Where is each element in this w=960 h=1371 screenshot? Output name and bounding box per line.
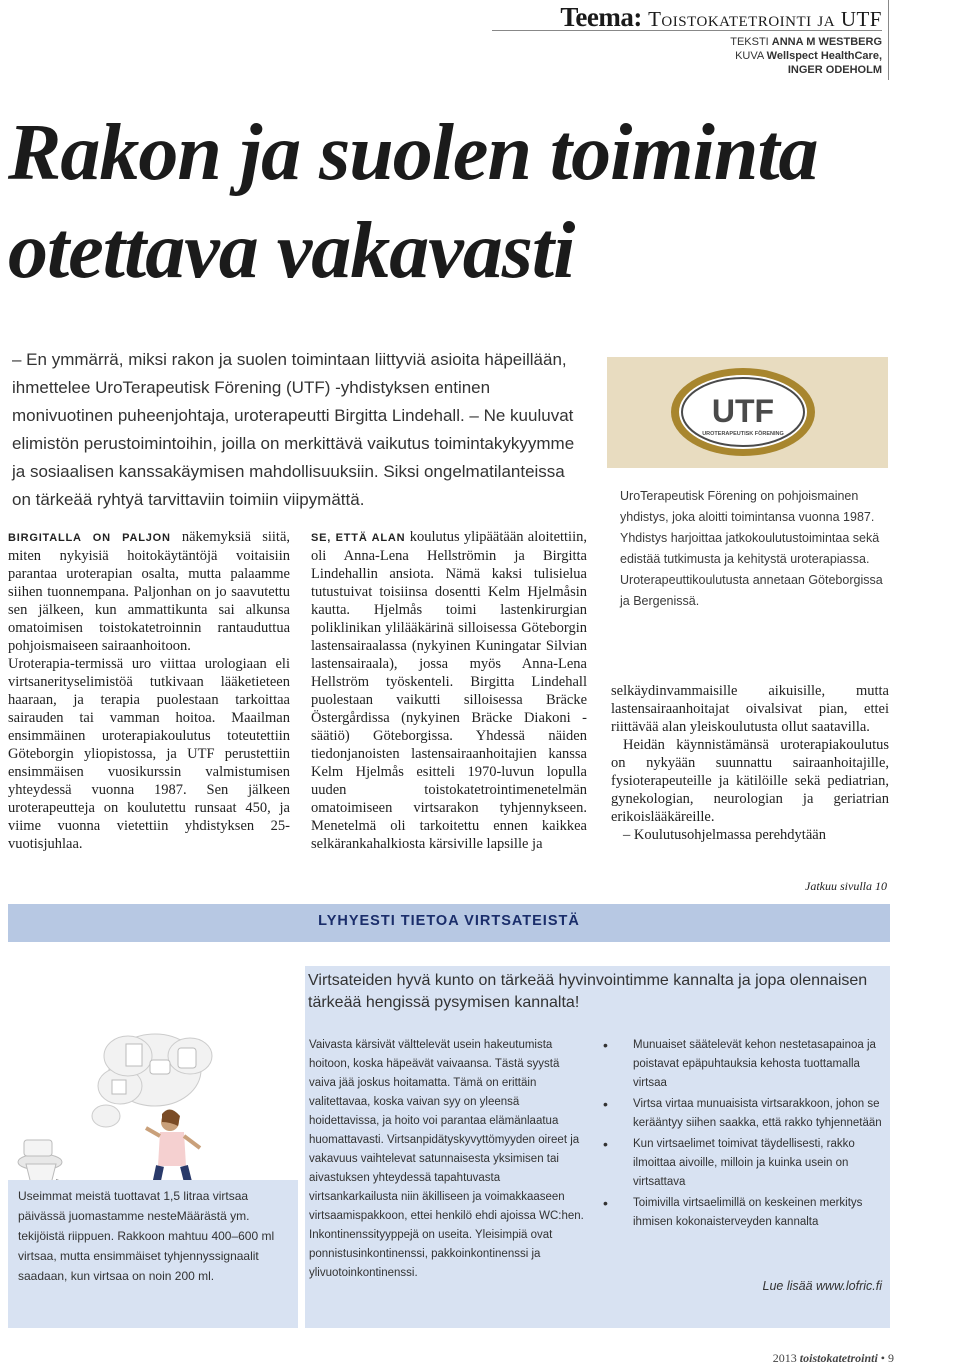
image-caption: Useimmat meistä tuottavat 1,5 litraa virtsaa päivässä juomastamme nesteMäärästä ym. tekijöistä riippuen. Rakkoon mahtuu 400–600 ml virtsaa, mutta ensimmäiset tyhjennyssignaalit saadaan, kun virtsaa on noin 200 ml. [18, 1189, 275, 1283]
article-lead: – En ymmärrä, miksi rakon ja suolen toimintaan liittyviä asioita häpeillään, ihmettelee UroTerapeutisk Förening (UTF) -yhdistyksen entinen monivuotinen puheenjohtaja, uroterapeutti Birgitta Lindehall. – Ne kuuluvat elimistön perustoimintoihin, joilla on merkittävä vaikutus toimintakykyymme ja sosiaalisen kanssakäymisen mahdollisuuksiin. Siksi ongelmatilanteissa on tärkeää ryhtyä tarvittaviin toimiin viipymättä. [12, 350, 575, 509]
utf-caption: UroTerapeutisk Förening on pohjoismainen yhdistys, joka aloitti toimintansa vuonna 1987. Yhdistys harjoittaa jatkokoulutustoimintaa sekä edistää tutkimusta ja kehitystä uroterapiassa. Uroterapeuttikoulutusta annetaan Göteborgissa ja Bergenissä. [620, 489, 883, 608]
article-title: Rakon ja suolen toiminta otettava vakavasti [8, 109, 818, 295]
footer-year: 2013 [772, 1351, 797, 1365]
article-column-3: selkäydinvammaisille aikuisille, mutta lastensairaanhoitajat oivalsivat pian, ettei riittävää alan yleiskoulutusta ollut saatavilla. Heidän käynnistämänsä uroterapiakoulutus on nykyään suunnattu sairaanhoitajille, fysioterapeuteille ja kätilöille sekä pediatrian, gynekologian, neurologian ja geriatrian erikoislääkäreille. – Koulutusohjelmassa perehdytään [611, 683, 889, 843]
utf-logo-text: UTF [711, 393, 775, 429]
utf-logo-subtext: UROTERAPEUTISK FÖRENING [702, 431, 784, 437]
bullet-icon: • [603, 1195, 608, 1211]
bullet-icon: • [603, 1096, 608, 1112]
page-number: 9 [888, 1351, 894, 1365]
read-more-link[interactable]: Lue lisää www.lofric.fi [762, 1279, 882, 1293]
factbox-title: LYHYESTI TIETOA VIRTSATEISTÄ [318, 913, 580, 929]
factbox-text: Vaivasta kärsivät välttelevät usein hakeutumista hoitoon, koska häpeävät vaivaansa. Tästä syystä vaiva jää joskus hoitamatta. Tämä on erittäin valitettavaa, koska vaivan syy on yleensä hoidettavissa, ja hoito voi parantaa elämänlaatua huomattavasti. Virtsanpidätyskyvyttömyyden oireet ja vakavuus vaihtelevat satunnaisesta yksimisen tai aivastuksen yhteydessä tapahtuvasta virtsankarkailusta niin äkilliseen ja voimakkaaseen virtsaamispakkoon, ettei henkilö ehdi ajoissa WC:hen. Inkontinenssityyppejä on useita. Yleisimpiä ovat ponnistusinkontinenssi, pakkoinkontinenssi ja ylivuotoinkontinenssi. [309, 1039, 584, 1279]
factbox-intro: Virtsateiden hyvä kunto on tärkeää hyvinvointimme kannalta ja jopa olennaisen tärkeää hengissä pysymisen kannalta! [308, 972, 868, 1011]
bullet-icon: • [603, 1037, 608, 1053]
utf-logo [668, 366, 818, 458]
theme-heading: Teema: Toistokatetrointi ja UTF [560, 2, 882, 32]
bullet-item: • Kun virtsaelimet toimivat täydellisesti, rakko ilmoittaa aivoille, milloin ja kuinka usein on virtsattava [603, 1136, 855, 1188]
factbox-bullet-list [595, 1036, 885, 1234]
header-divider [888, 0, 889, 80]
footer-bullet: • [880, 1351, 885, 1365]
toilet-illustration [10, 1030, 300, 1190]
article-column-2: SE, ETTÄ ALAN koulutus ylipäätään aloitettiin, oli Anna-Lena Hellströmin ja Birgitta Lindehallin ansiota. Nämä kaksi tulisielua tutustuivat toisiinsa dosentti Kelm Hjelmåsin kautta. Hjelmås toimi lastenkirurgian poliklinikan ylilääkärinä silloisessa Göteborgin lastensairaalassa (nykyinen Kuningatar Silvian lastensairaala), jossa myös Anna-Lena Hellström työskenteli. Birgitta Lindehall puolestaan vaikutti silloisessa Bräcke Östergårdissa (nykyinen Bräcke Diakoni -säätiö) Göteborgissa. Yhdessä näiden tiedonjanoisten lastensairaanhoitajien kanssa Kelm Hjelmås esitteli 1970-luvun lopulla uuden toistokatetrointimenetelmän omatoimiseen virtsarakon tyhjennykseen. Menetelmä oli tarkoitettu ennen kaikkea selkärankahalkiosta kärsiville lapsille ja [311, 529, 587, 852]
bullet-item: • Munuaiset säätelevät kehon nestetasapainoa ja poistavat epäpuhtauksia kehosta tuottamalla virtsaa [603, 1037, 876, 1089]
bullet-icon: • [603, 1136, 608, 1152]
page-footer [773, 1351, 894, 1366]
credits: TEKSTI ANNA M WESTBERG KUVA Wellspect HealthCare, INGER ODEHOLM [730, 36, 882, 76]
bullet-item: • Toimivilla virtsaelimillä on keskeinen merkitys ihmisen kokonaisterveyden kannalta [603, 1195, 863, 1228]
article-column-1: BIRGITALLA ON PALJON näkemyksiä siitä, miten nykyisiä hoitokäytäntöjä voitaisiin parantaa uroterapian osalta, mutta palaamme siihen tuonnempana. Paljonhan on jo saavutettu sen jälkeen, kun ammattikunta sai alkunsa omatoimisen toistokatetroinnin rantauduttua pohjoismaiseen sairaanhoitoon. Uroterapia-termissä uro viittaa urologiaan eli virtsanerityselimistöä tutkivaan lääketieteen haaraan, ja terapia puolestaan tarkoittaa sairauden tai vamman hoitoa. Maailman ensimmäinen uroterapiakoulutus toteutettiin Göteborgin yliopistossa, ja UTF perustettiin ensimmäisen vuosikurssin valmistumisen yhteydessä vuonna 1987. Sen jälkeen uroterapeutteja on koulutettu runsaat 450, ja viime vuonna vietettiin yhdistyksen 25-vuotisjuhlaa. [8, 529, 291, 852]
bullet-item: • Virtsa virtaa munuaisista virtsarakkoon, johon se kerääntyy siihen saakka, että rakko tyhjennetään [603, 1096, 882, 1129]
footer-magazine: toistokatetrointi [799, 1351, 878, 1365]
continued-note: Jatkuu sivulla 10 [805, 879, 887, 893]
